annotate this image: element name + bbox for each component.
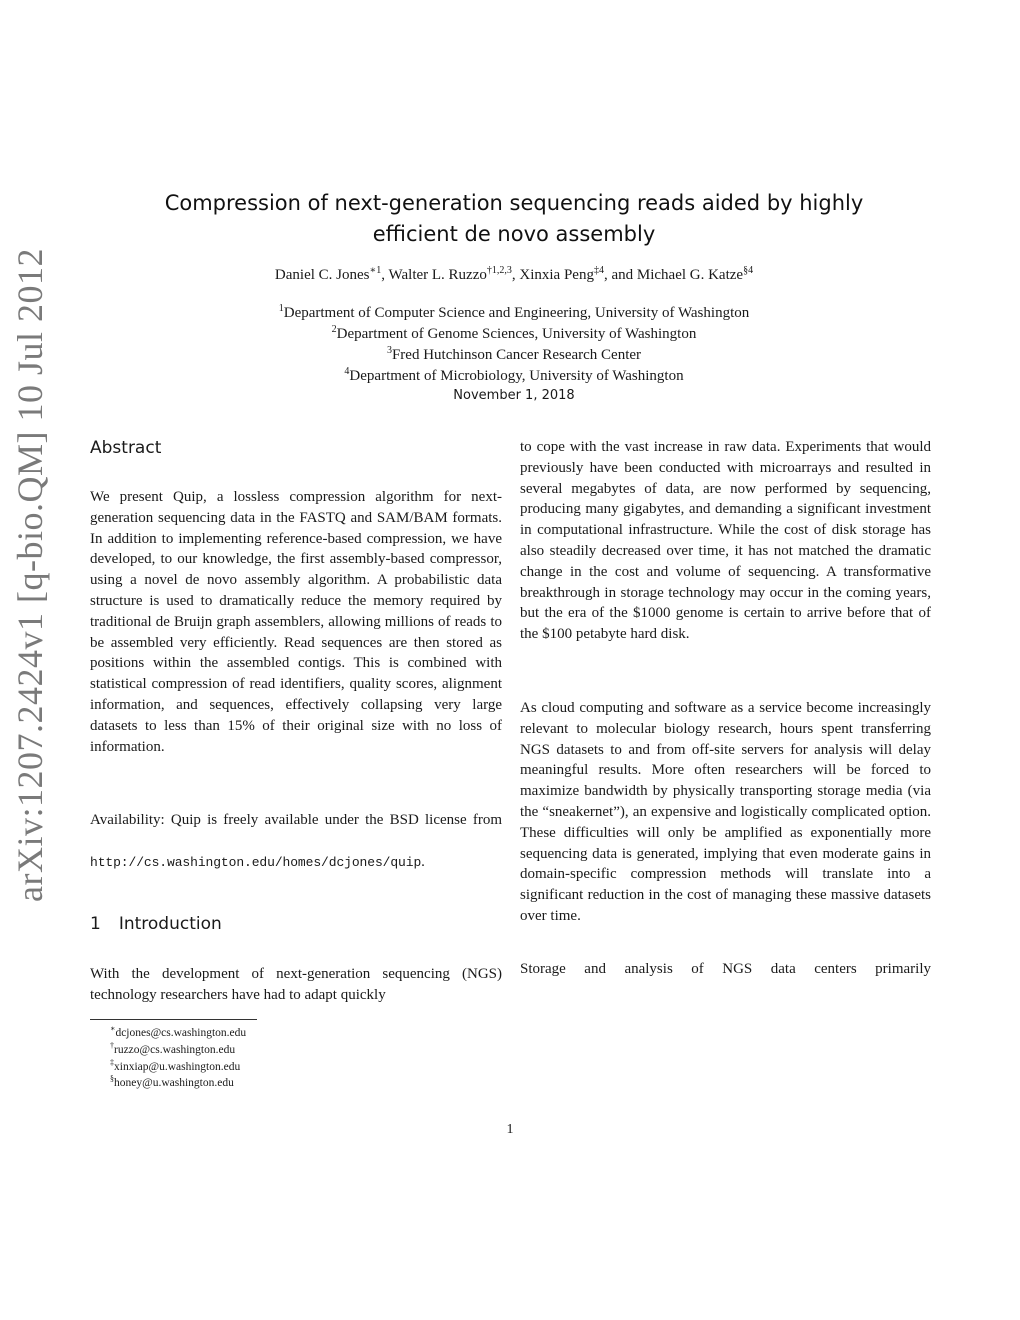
availability-url-line [90, 852, 502, 873]
title-line-1: Compression of next-generation sequencing reads aided by highly [164, 191, 864, 215]
footnote-mark: ‡ [110, 1058, 114, 1067]
author-mark: §4 [743, 265, 754, 276]
abstract-body: We present Quip, a lossless compression algorithm for next-generation sequencing data in the FASTQ and SAM/BAM formats. In addition to implementing reference-based compression, we have developed, to our knowledge, the first assembly-based compressor, using a novel de novo assembly algorithm. A probabilistic data structure is used to dramatically reduce the memory required by traditional de Bruijn graph assemblers, allowing millions of reads to be assembled very efficiently. Read sequences are then stored as positions within the assembled contigs. This is combined with statistical compression of read identifiers, quality scores, alignment information, and sequences, effectively collapsing very large datasets to less than 15% of their original size with no loss of information. [90, 489, 502, 755]
introduction-paragraph-1-start: With the development of next-generation sequencing (NGS) technology researchers have had to adapt quickly [90, 966, 502, 1003]
affiliation [100, 342, 928, 364]
affiliation-number: 3 [386, 345, 392, 356]
author-name: Walter L. Ruzzo [388, 267, 487, 283]
availability-url-end: . [421, 854, 425, 870]
footnote-mark: § [110, 1074, 114, 1083]
affiliation [100, 321, 928, 343]
author-name: Xinxia Peng [519, 267, 594, 283]
affiliation-text: Department of Genome Sciences, University of Washington [336, 326, 697, 342]
paper-title [100, 188, 928, 250]
affiliation [100, 300, 928, 322]
affiliation-text: Fred Hutchinson Cancer Research Center [391, 347, 642, 363]
author-mark: ∗1 [369, 265, 382, 276]
section-number: 1 [90, 914, 101, 934]
introduction-heading [90, 914, 502, 934]
footnote-mark: † [110, 1041, 114, 1050]
author-name: Daniel C. Jones [274, 267, 370, 283]
affiliation-number: 4 [344, 366, 350, 377]
affiliation-text: Department of Microbiology, University of Washington [349, 368, 684, 384]
affiliation-text: Department of Computer Science and Engineering, University of Washington [283, 305, 750, 321]
author-separator: , and [603, 267, 637, 283]
footnote-email: xinxiap@u.washington.edu [114, 1060, 241, 1073]
footnote-email: ruzzo@cs.washington.edu [114, 1043, 236, 1056]
affiliation-number: 1 [278, 303, 284, 314]
introduction-paragraph-3: Storage and analysis of NGS data centers primarily [520, 961, 931, 977]
author-mark: ‡4 [593, 265, 604, 276]
affiliation-number: 2 [331, 324, 337, 335]
author-separator: , [381, 267, 389, 283]
publication-date: November 1, 2018 [453, 388, 575, 403]
footnote-email: honey@u.washington.edu [114, 1076, 234, 1089]
author-separator: , [511, 267, 520, 283]
introduction-paragraph-1-cont: to cope with the vast increase in raw data. Experiments that would previously have been conducted with microarrays and resulted in several megabytes of data, are now performed by sequencing, producing many gigabytes, and demanding a significant investment in computational infrastructure. While the cost of disk storage has also steadily decreased over time, it has not matched the dramatic change in the cost and volume of sequencing. A transformative breakthrough in storage technology may occur in the coming years, but the era of the $1000 genome is certain to arrive before that of the $100 petabyte hard disk. [520, 439, 931, 643]
footnote [110, 1071, 234, 1091]
introduction-paragraph-2: As cloud computing and software as a service become increasingly relevant to molecular biology research, hours spent transferring NGS datasets to and from off-site servers for analysis will delay meaningful results. More often researchers will be forced to maximize bandwidth by physically transporting storage media (via the “sneakernet”), an expensive and logistically complicated option. These difficulties will only be amplified as exponentially more sequencing data is generated, implying that even moderate gains in domain-specific compression methods will translate into a significant reduction in the cost of managing these massive datasets over time. [520, 700, 931, 924]
footnote-mark: ∗ [110, 1024, 116, 1033]
section-title: Introduction [118, 914, 222, 934]
footnote-divider [90, 1019, 257, 1020]
abstract-heading: Abstract [90, 438, 162, 458]
availability-url[interactable]: http://cs.washington.edu/homes/dcjones/quip [90, 855, 422, 870]
availability-statement: Availability: Quip is freely available under the BSD license from [90, 812, 502, 828]
author-list [100, 262, 928, 284]
arxiv-identifier-stamp: arXiv:1207.2424v1 [q-bio.QM] 10 Jul 2012 [10, 248, 50, 902]
author-name: Michael G. Katze [636, 267, 744, 283]
author-mark: †1,2,3 [486, 265, 512, 276]
affiliation [100, 363, 928, 385]
footnote-email: dcjones@cs.washington.edu [115, 1026, 247, 1039]
title-line-2: efficient de novo assembly [372, 222, 656, 246]
page-number: 1 [506, 1122, 514, 1137]
